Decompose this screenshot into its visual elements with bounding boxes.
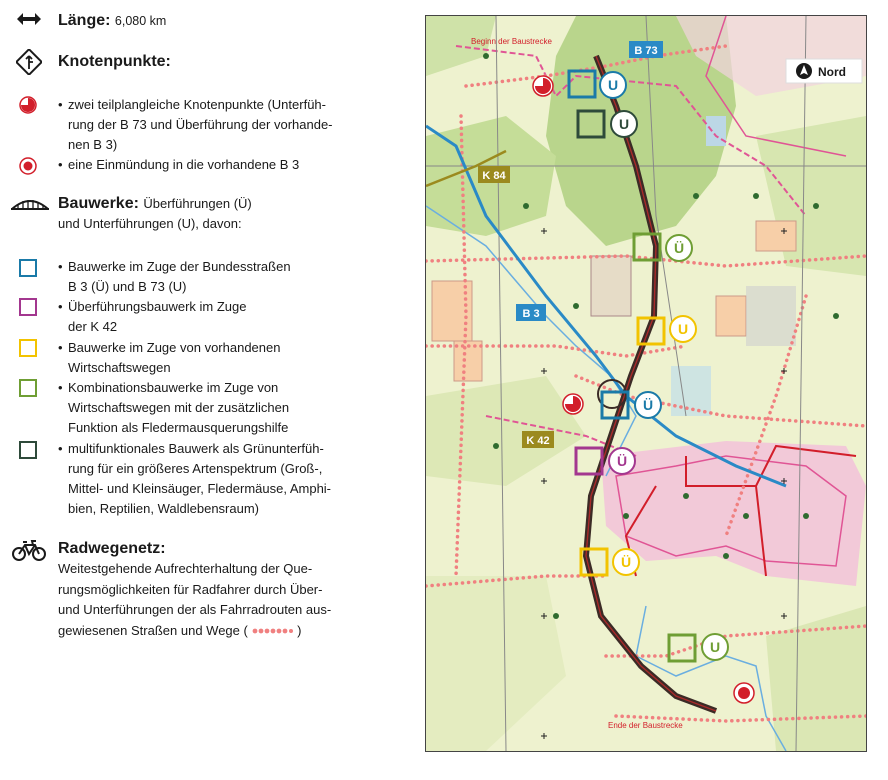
bridge-icon <box>10 195 50 218</box>
road-label-k42 <box>522 431 554 448</box>
structures-item-4-line-1: Kombinationsbauwerke im Zuge von <box>68 380 279 395</box>
structures-item-5-line-2: rung für ein größeres Artenspektrum (Groß-, <box>68 461 323 476</box>
water-area <box>671 366 711 416</box>
road-label-b73 <box>629 41 663 58</box>
structure-letter: U <box>607 77 619 93</box>
bike-heading: Radwegenetz: <box>58 540 166 557</box>
bike-line-5: ) <box>297 622 302 638</box>
start-label: Beginn der Baustrecke <box>471 37 552 46</box>
structures-subtitle-2: und Unterführungen (U), davon: <box>58 216 242 231</box>
bike-line-2: rungsmöglichkeiten für Radfahrer durch Über- <box>58 581 323 597</box>
structures-item-3-line-1: Bauwerke im Zuge von vorhandenen <box>68 340 281 355</box>
structures-item-2-line-2: der K 42 <box>68 319 118 334</box>
darkgreen-square-icon <box>19 441 37 459</box>
double-arrow-icon <box>16 12 42 31</box>
plot-area <box>591 256 631 316</box>
structures-item-3-line-2: Wirtschaftswegen <box>68 360 171 375</box>
structures-item-2-line-1: Überführungsbauwerk im Zuge <box>68 299 247 314</box>
plot-area <box>746 286 796 346</box>
road-label-b3-text: B 3 <box>522 308 540 320</box>
structures-item-1-line-1: Bauwerke im Zuge der Bundesstraßen <box>68 259 291 274</box>
structure-letter: U <box>677 321 689 337</box>
purple-square-icon <box>19 298 37 316</box>
structures-item-5-line-4: bien, Reptilien, Waldlebensraum) <box>68 501 260 516</box>
road-label-k42-text: K 42 <box>526 435 550 447</box>
bike-line-1: Weitestgehende Aufrechterhaltung der Que- <box>58 561 313 576</box>
junction-point-marker <box>734 683 754 703</box>
structures-item-5-line-3: Mittel- und Kleinsäuger, Fledermäuse, Amphi- <box>68 481 332 496</box>
structures-item-3: • Bauwerke im Zuge von vorhandenen Wirtschaftswegen <box>58 340 281 375</box>
structure-letter: Ü <box>642 397 654 413</box>
green-square-icon <box>19 379 37 397</box>
road-label-k84-text: K 84 <box>482 170 506 182</box>
junctions-item-1: • zwei teilplangleiche Knotenpunkte (Unterfüh- rung der B 73 und Überführung der vorhande- nen B 3) <box>58 97 333 152</box>
structures-item-4-line-2: Wirtschaftswegen mit der zusätzlichen <box>68 400 290 415</box>
structure-letter: Ü <box>673 240 685 256</box>
structure-letter: U <box>618 116 630 132</box>
structure-letter: Ü <box>616 453 628 469</box>
road-label-b73-text: B 73 <box>634 45 658 57</box>
structures-item-5: • multifunktionales Bauwerk als Grünunterfüh- rung für ein größeres Artenspektrum (Groß-, Mittel- und Kleinsäuger, Fledermäuse, Amphi- bien, Reptilien, Waldlebensraum) <box>58 441 332 516</box>
north-label: Nord <box>818 65 846 79</box>
structures-item-1: • Bauwerke im Zuge der Bundesstraßen B 3 (Ü) und B 73 (U) <box>58 259 291 294</box>
structures-heading <box>58 195 252 213</box>
road-label-b3 <box>516 304 546 321</box>
bike-line-3: und Unterführungen der als Fahrradrouten aus- <box>58 602 332 617</box>
structures-title: Bauwerke: <box>58 195 139 212</box>
junctions-item-2: • eine Einmündung in die vorhandene B 3 <box>58 157 300 172</box>
structures-item-4: • Kombinationsbauwerke im Zuge von Wirtschaftswegen mit der zusätzlichen Funktion als Fledermausquerungshilfe <box>58 380 290 435</box>
length-label: Länge: <box>58 12 111 29</box>
junction-sign-icon <box>16 49 42 80</box>
junctions-line-1: zwei teilplangleiche Knotenpunkte (Unterfüh- <box>68 97 326 112</box>
bike-route-dots-icon <box>251 627 293 635</box>
partial-junction-icon <box>19 96 37 119</box>
north-badge <box>786 59 862 83</box>
water-area <box>706 116 726 146</box>
partial-junction-marker <box>533 76 553 96</box>
structure-letter: Ü <box>620 554 632 570</box>
structures-item-2: • Überführungsbauwerk im Zuge der K 42 <box>58 299 247 334</box>
route-map[interactable] <box>425 15 867 752</box>
structure-letter: U <box>709 639 721 655</box>
road-label-k84 <box>478 166 510 183</box>
structures-item-1-line-2: B 3 (Ü) und B 73 (U) <box>68 279 187 294</box>
length-value: 6,080 km <box>114 14 167 28</box>
yellow-square-icon <box>19 339 37 357</box>
bike-line-4: gewiesenen Straßen und Wege ( <box>58 622 248 638</box>
structures-subtitle-1: Überführungen (Ü) <box>143 196 252 211</box>
junctions-line-2: rung der B 73 und Überführung der vorhande- <box>68 117 333 132</box>
junctions-heading: Knotenpunkte: <box>58 53 171 70</box>
partial-junction-marker <box>563 394 583 414</box>
legend-panel <box>0 0 400 780</box>
plot-area <box>716 296 746 336</box>
length-heading <box>58 12 166 30</box>
junction-point-icon <box>19 157 37 180</box>
bike-description <box>58 559 388 641</box>
map-canvas <box>426 16 866 751</box>
end-label: Ende der Baustrecke <box>608 721 683 730</box>
blue-square-icon <box>19 259 37 277</box>
junctions-line-3: nen B 3) <box>68 137 118 152</box>
structures-item-5-line-1: multifunktionales Bauwerk als Grünunterfüh- <box>68 441 324 456</box>
plot-area <box>756 221 796 251</box>
bicycle-icon <box>12 540 46 567</box>
structures-item-4-line-3: Funktion als Fledermausquerungshilfe <box>68 420 289 435</box>
junctions-line-4: eine Einmündung in die vorhandene B 3 <box>68 157 300 172</box>
